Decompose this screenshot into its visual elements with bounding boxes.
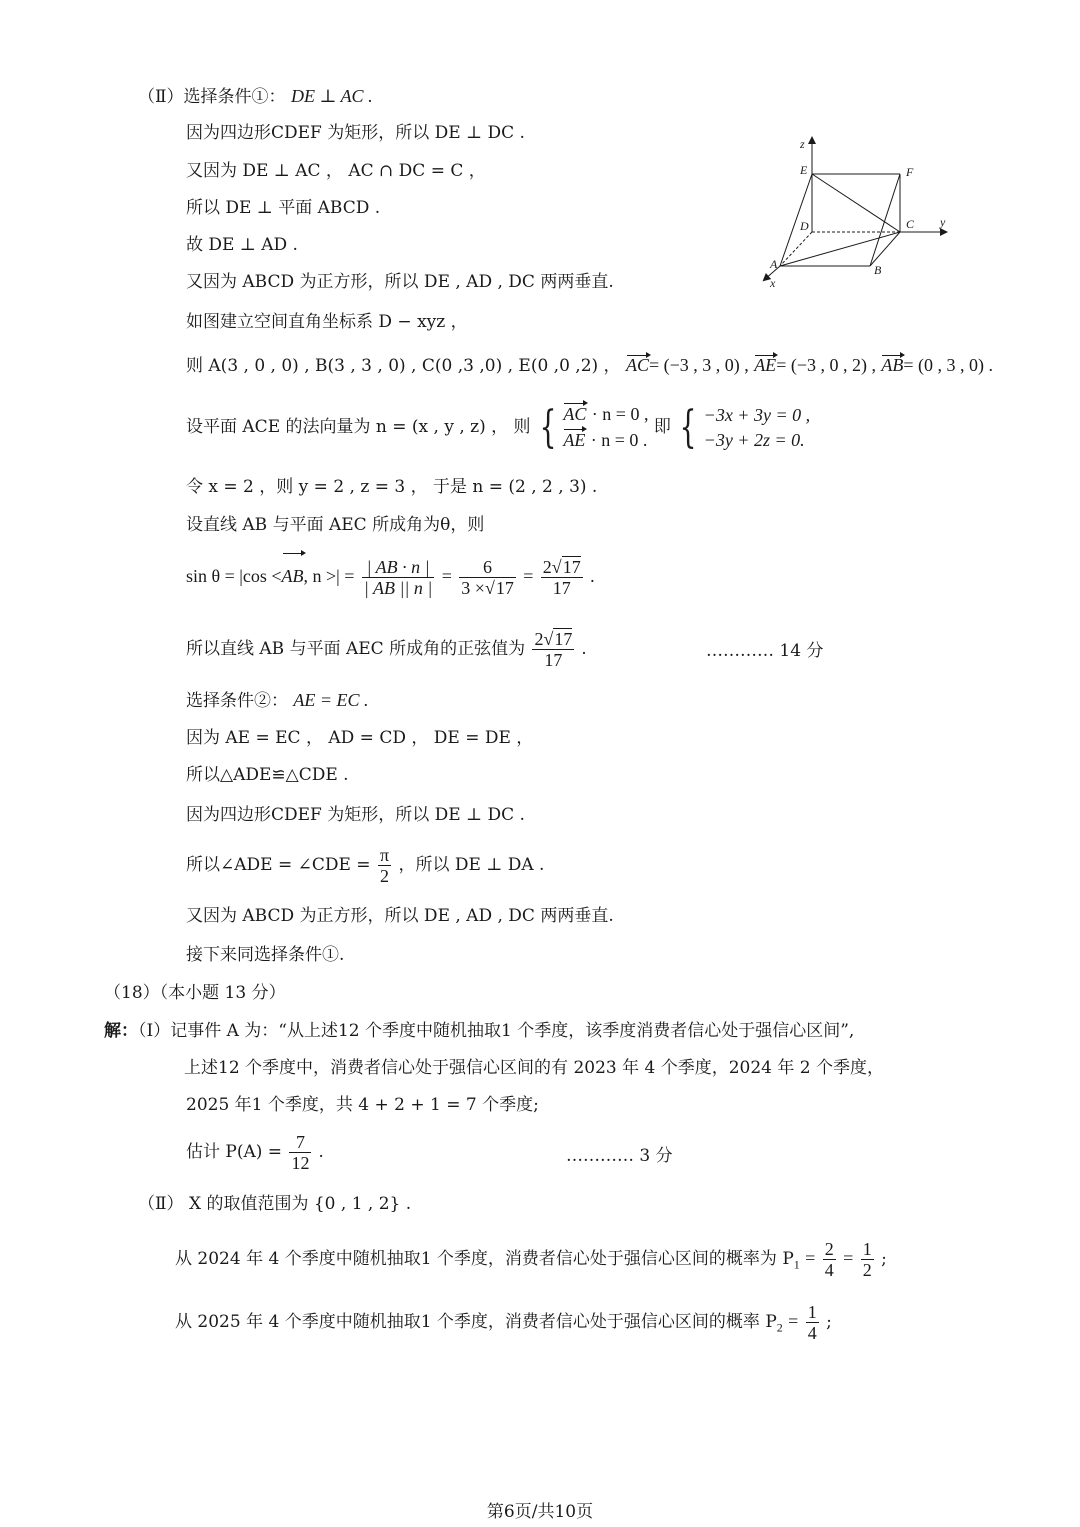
system-eq-2: · n = 0 . [590, 429, 648, 450]
fraction-2: $\frac{6}{3 \times√17}$ [461, 557, 514, 598]
system-eq-4: −3y + 2z = 0. [703, 429, 805, 450]
sine-calculation-line: sin θ = |cos <AB, n >| = $\frac{| AB \cdot n |}{| AB || n |}$ = $\frac{6}{3 \times√17}$ = $\frac{2√17}{17}$ . [186, 552, 595, 601]
p1-fraction-2 [861, 1239, 874, 1280]
system-vector-ae: AE [563, 428, 585, 453]
q18-part1-text: （Ⅰ）记事件 A 为：“从上述12 个季度中随机抽取1 个季度，该季度消费者信心处于强信心区间”, [138, 1021, 855, 1041]
pi-over-two [378, 845, 391, 886]
fraction-1 [362, 557, 434, 598]
condition2-line-1: 因为 AE = EC ， AD = CD ， DE = DE ， [186, 728, 534, 748]
q18-part2-heading: （Ⅱ） X 的取值范围为 {0 , 1 , 2} . [138, 1194, 412, 1214]
angle-definition-line: 设直线 AB 与平面 AEC 所成角为θ，则 [186, 515, 485, 535]
condition1-statement: DE ⊥ AC . [290, 86, 373, 106]
p2-denominator: 4 [807, 1323, 817, 1343]
sine-result-line: 所以直线 AB 与平面 AEC 所成角的正弦值为 $\frac{2√17}{17}$ . [186, 629, 587, 670]
condition2-statement: AE = EC . [293, 690, 369, 710]
p2-text: 从 2025 年 4 个季度中随机抽取1 个季度，消费者信心处于强信心区间的概率 P [175, 1312, 777, 1332]
fraction-2-den-a: 3 × [461, 578, 485, 598]
label-f: F [906, 165, 914, 179]
probability-numerator: 7 [289, 1132, 311, 1153]
sine-vector-ab: AB [282, 552, 304, 600]
q18-part2-line-1: 从 2024 年 4 个季度中随机抽取1 个季度，消费者信心处于强信心区间的概率为 $P_1$ = $\frac{2}{4}$ = $\frac{1}{2}$ ; [175, 1239, 887, 1280]
sine-mid: , n >| = [303, 566, 355, 586]
system-vector-ac: AC [563, 402, 586, 427]
solution-label: 解： [104, 1021, 138, 1041]
brace-left-1: { [539, 401, 557, 453]
fraction-3-num-a: 2 [542, 557, 552, 577]
proof-line-6: 如图建立空间直角坐标系 D − xyz ， [186, 312, 468, 332]
score-3: ………… 3 分 [566, 1146, 673, 1166]
p1-f2-numerator: 1 [862, 1239, 872, 1259]
condition2-line-5: 又因为 ABCD 为正方形，所以 DE , AD , DC 两两垂直. [186, 906, 614, 926]
p1-subscript: 1 [793, 1257, 800, 1272]
fraction-2-numerator: 6 [459, 557, 516, 578]
proof-line-5: 又因为 ABCD 为正方形，所以 DE , AD , DC 两两垂直. [186, 272, 614, 292]
normal-vector-intro: 设平面 ACE 的法向量为 n = (x , y , z) ， 则 [186, 417, 531, 437]
label-c: C [906, 217, 915, 231]
pi-denominator: 2 [380, 866, 390, 886]
label-b: B [874, 263, 882, 277]
p1-fraction-1 [823, 1239, 836, 1280]
point-coordinates: 则 A(3 , 0 , 0) , B(3 , 3 , 0) , C(0 ,3 ,0) , E(0 ,0 ,2) ， [186, 356, 621, 376]
q18-part1-line-2: 上述12 个季度中，消费者信心处于强信心区间的有 2023 年 4 个季度，2024 年 2 个季度， [184, 1058, 885, 1078]
vector-ac-value: = (−3 , 3 , 0) , [648, 355, 749, 375]
equation-system-1 [563, 402, 648, 454]
condition2-heading-line [186, 689, 369, 712]
q18-estimate-line: 估计 P(A) = $\frac{7}{12}$ . [186, 1132, 324, 1173]
angle-equality: 所以∠ADE = ∠CDE = [186, 855, 371, 875]
p2-numerator: 1 [807, 1302, 817, 1322]
p1-f1-numerator: 2 [824, 1239, 834, 1259]
label-e: E [800, 163, 808, 177]
angle-conclusion: ，所以 DE ⊥ DA . [398, 855, 545, 875]
vector-ab-value: = (0 , 3 , 0) . [903, 355, 994, 375]
coordinates-line [186, 354, 993, 377]
sine-result-fraction: $\frac{2√17}{17}$ [534, 629, 573, 670]
edge-ac [780, 232, 900, 266]
page-footer: 第6页/共10页 [486, 1502, 594, 1522]
probability-fraction [289, 1132, 311, 1173]
condition2-heading: 选择条件②： [186, 691, 288, 711]
proof-line-4: 故 DE ⊥ AD . [186, 235, 298, 255]
normal-vector-line [186, 397, 810, 457]
label-z: z [800, 137, 805, 151]
fraction-3-num-b: 17 [562, 557, 581, 577]
condition2-line-3: 因为四边形CDEF 为矩形，所以 DE ⊥ DC . [186, 805, 525, 825]
edge-bc [870, 232, 900, 266]
equation-system-2 [704, 403, 810, 453]
q18-part1-line-3: 2025 年1 个季度，共 4 + 2 + 1 = 7 个季度; [186, 1095, 539, 1115]
fraction-1-denominator: | AB || n | [363, 578, 433, 598]
p1-f1-denominator: 4 [824, 1260, 834, 1280]
brace-left-2: { [679, 401, 697, 453]
vector-ae: AE [754, 355, 777, 375]
sine-result-text: 所以直线 AB 与平面 AEC 所成角的正弦值为 [186, 639, 526, 659]
p2-subscript: 2 [776, 1320, 783, 1335]
label-a: A [770, 257, 778, 271]
vector-ab: AB [881, 355, 904, 375]
p1-text: 从 2024 年 4 个季度中随机抽取1 个季度，消费者信心处于强信心区间的概率为 P [175, 1249, 794, 1269]
sine-result-denominator: 17 [544, 650, 563, 670]
edge-ec [812, 174, 900, 232]
q18-part1-line-1 [104, 1020, 854, 1042]
proof-line-1: 因为四边形CDEF 为矩形，所以 DE ⊥ DC . [186, 123, 525, 143]
condition2-line-4 [186, 842, 544, 888]
fraction-2-den-b: 17 [495, 578, 514, 598]
fraction-3-denominator: 17 [552, 578, 571, 598]
condition2-line-6: 接下来同选择条件①. [186, 945, 345, 965]
question-18-heading: （18）（本小题 13 分） [104, 983, 286, 1003]
condition2-line-2: 所以△ADE≌△CDE . [186, 765, 349, 785]
label-d: D [800, 219, 809, 233]
p2-fraction [806, 1302, 819, 1343]
coordinate-figure [750, 130, 960, 290]
sine-lhs: sin θ = |cos < [186, 566, 282, 586]
proof-line-3: 所以 DE ⊥ 平面 ABCD . [186, 198, 381, 218]
edge-da [780, 232, 812, 266]
p1-f2-denominator: 2 [862, 1260, 872, 1280]
sine-result-num-a: 2 [534, 629, 544, 649]
q18-part2-line-2: 从 2025 年 4 个季度中随机抽取1 个季度，消费者信心处于强信心区间的概率 $P_2$ = $\frac{1}{4}$ ; [175, 1302, 832, 1343]
system-connector: 即 [653, 417, 671, 437]
label-x: x [770, 276, 776, 290]
system-eq-3: −3x + 3y = 0 , [703, 404, 811, 425]
edge-bf [870, 174, 900, 266]
solution-line: 令 x = 2 ，则 y = 2 , z = 3 ， 于是 n = (2 , 2 , 3) . [186, 477, 598, 497]
system-eq-1: · n = 0 , [591, 403, 649, 424]
section2-heading: （Ⅱ）选择条件①： [138, 87, 286, 107]
proof-line-2: 又因为 DE ⊥ AC ， AC ∩ DC = C ， [186, 161, 486, 181]
vector-ac: AC [625, 355, 649, 375]
section2-heading-line [138, 85, 373, 108]
fraction-3: $\frac{2√17}{17}$ [542, 557, 581, 598]
sine-result-num-b: 17 [554, 629, 573, 649]
pi-numerator: π [379, 845, 390, 865]
vector-ae-value: = (−3 , 0 , 2) , [776, 355, 876, 375]
fraction-1-numerator: | AB · n | [362, 557, 434, 578]
label-y: y [940, 215, 946, 229]
score-14: ………… 14 分 [706, 641, 824, 661]
probability-estimate: 估计 P(A) = [186, 1142, 283, 1162]
probability-denominator: 12 [291, 1153, 310, 1173]
